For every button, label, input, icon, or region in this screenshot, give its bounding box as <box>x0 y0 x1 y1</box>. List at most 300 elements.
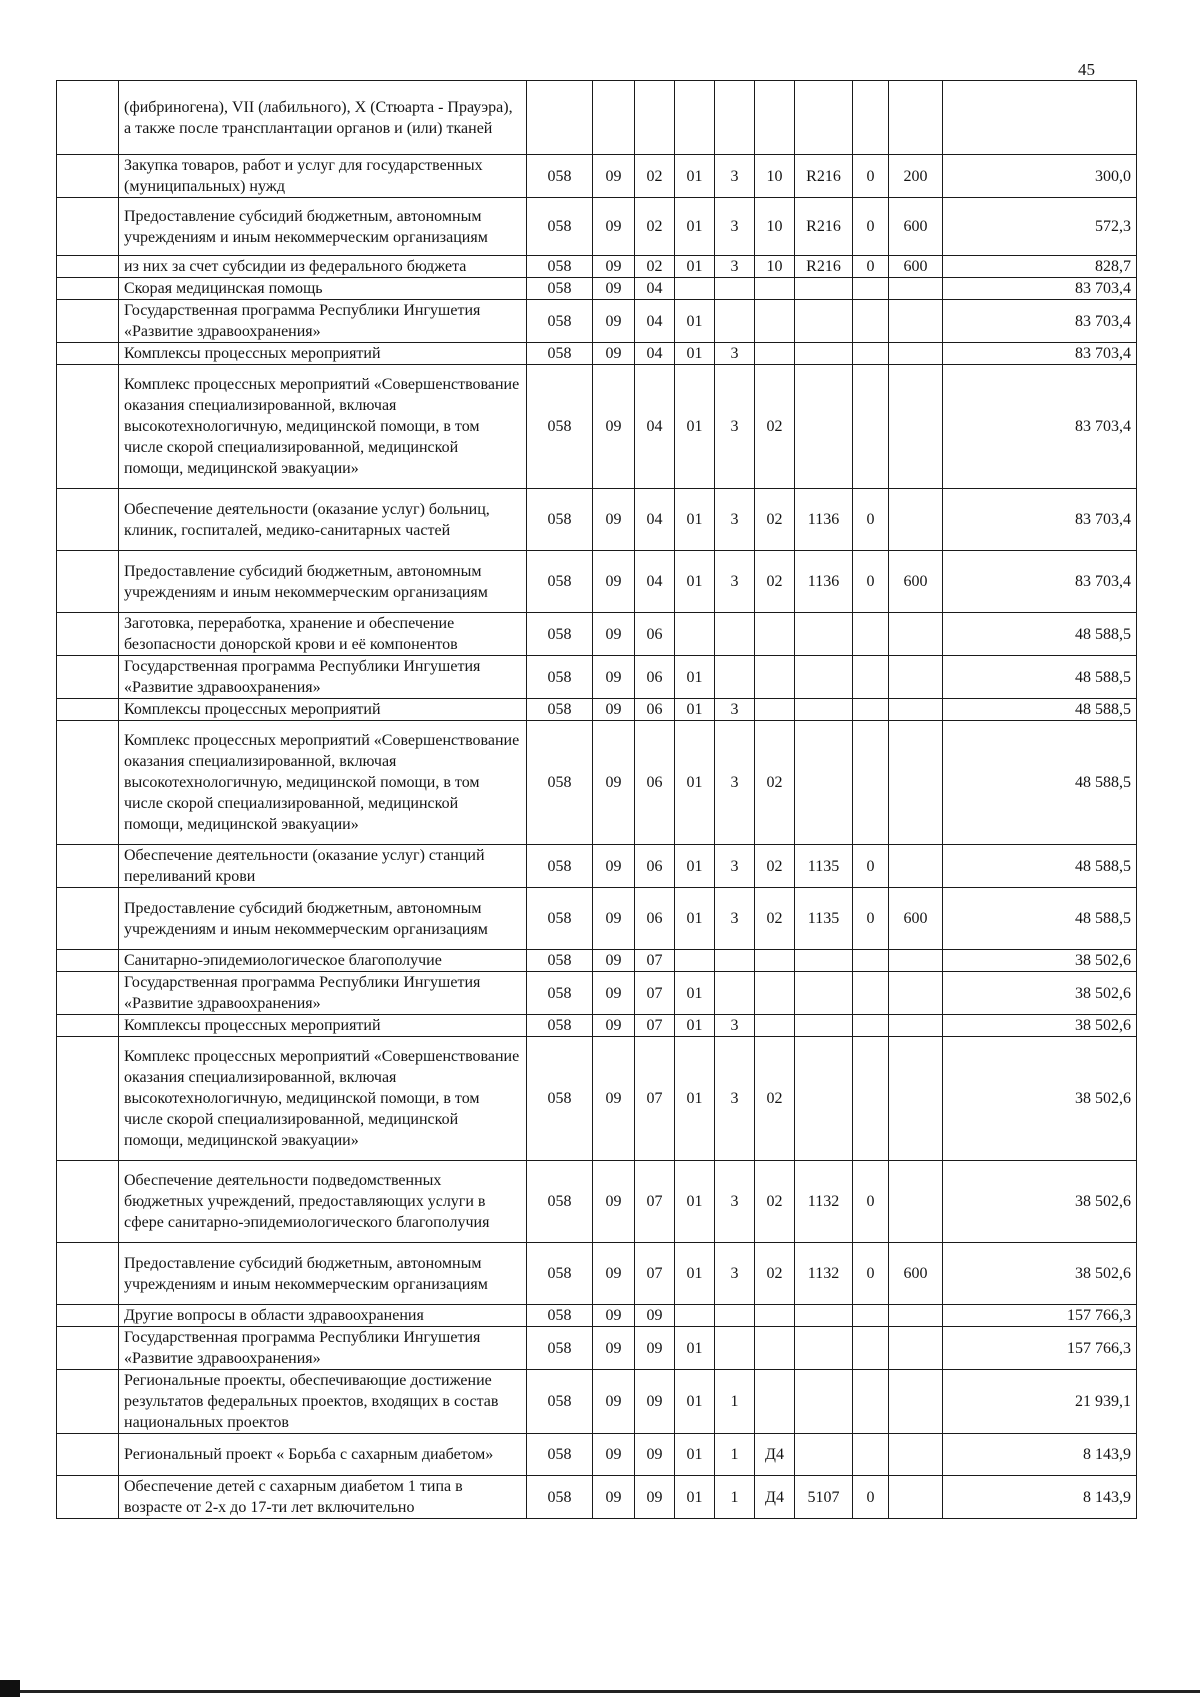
cell-section-code: 09 <box>593 343 635 365</box>
cell-name: Государственная программа Республики Ингушетия «Развитие здравоохранения» <box>119 656 527 699</box>
table-row <box>57 278 1137 300</box>
cell-program-code: 01 <box>675 365 715 489</box>
cell-direction-code <box>795 365 853 489</box>
cell-section-code: 09 <box>593 721 635 845</box>
cell-program-code: 01 <box>675 256 715 278</box>
cell-amount: 83 703,4 <box>943 551 1137 613</box>
cell-subsection-code: 09 <box>635 1305 675 1327</box>
cell-activity-code <box>755 950 795 972</box>
cell-activity-code <box>755 300 795 343</box>
cell-expense-type-code <box>889 699 943 721</box>
cell-subprogram-code: 3 <box>715 1037 755 1161</box>
cell-subprogram-code: 3 <box>715 721 755 845</box>
cell-index <box>57 656 119 699</box>
cell-grbs-code: 058 <box>527 1327 593 1370</box>
cell-amount: 83 703,4 <box>943 343 1137 365</box>
cell-activity-code: 02 <box>755 721 795 845</box>
cell-direction-code <box>795 699 853 721</box>
cell-activity-code <box>755 972 795 1015</box>
cell-subprogram-code: 3 <box>715 845 755 888</box>
cell-name: Обеспечение деятельности подведомственных бюджетных учреждений, предоставляющих услуги в сфере санитарно-эпидемиологического благополучия <box>119 1161 527 1243</box>
scan-edge-line <box>0 1690 1200 1693</box>
cell-activity-code: 10 <box>755 155 795 198</box>
cell-section-code: 09 <box>593 198 635 256</box>
cell-section-code: 09 <box>593 613 635 656</box>
cell-expense-type-code <box>889 300 943 343</box>
table-row <box>57 950 1137 972</box>
table-row <box>57 1370 1137 1434</box>
cell-activity-code: 02 <box>755 1037 795 1161</box>
cell-expense-type-code <box>889 845 943 888</box>
cell-activity-code: Д4 <box>755 1476 795 1519</box>
cell-subsection-code: 07 <box>635 972 675 1015</box>
cell-index <box>57 888 119 950</box>
cell-extra-code <box>853 343 889 365</box>
table-row <box>57 1161 1137 1243</box>
cell-index <box>57 845 119 888</box>
cell-expense-type-code <box>889 81 943 155</box>
cell-index <box>57 721 119 845</box>
cell-subprogram-code: 3 <box>715 551 755 613</box>
cell-amount: 38 502,6 <box>943 1015 1137 1037</box>
cell-extra-code <box>853 656 889 699</box>
cell-extra-code: 0 <box>853 489 889 551</box>
cell-subsection-code: 04 <box>635 489 675 551</box>
cell-program-code: 01 <box>675 1370 715 1434</box>
cell-section-code: 09 <box>593 365 635 489</box>
cell-direction-code <box>795 972 853 1015</box>
table-row <box>57 1434 1137 1476</box>
cell-expense-type-code <box>889 1476 943 1519</box>
cell-section-code: 09 <box>593 656 635 699</box>
cell-amount: 157 766,3 <box>943 1305 1137 1327</box>
cell-section-code: 09 <box>593 950 635 972</box>
cell-expense-type-code <box>889 613 943 656</box>
cell-subprogram-code: 3 <box>715 198 755 256</box>
cell-program-code: 01 <box>675 656 715 699</box>
cell-index <box>57 1161 119 1243</box>
cell-amount: 83 703,4 <box>943 278 1137 300</box>
table-row <box>57 699 1137 721</box>
cell-direction-code <box>795 300 853 343</box>
cell-grbs-code: 058 <box>527 300 593 343</box>
cell-subprogram-code <box>715 972 755 1015</box>
cell-index <box>57 489 119 551</box>
table-row <box>57 1015 1137 1037</box>
cell-subsection-code: 07 <box>635 1161 675 1243</box>
cell-expense-type-code <box>889 365 943 489</box>
cell-name: Обеспечение детей с сахарным диабетом 1 типа в возрасте от 2-х до 17-ти лет включительно <box>119 1476 527 1519</box>
cell-name: Комплексы процессных мероприятий <box>119 343 527 365</box>
cell-extra-code <box>853 972 889 1015</box>
cell-subsection-code: 07 <box>635 1243 675 1305</box>
cell-program-code: 01 <box>675 1476 715 1519</box>
cell-index <box>57 365 119 489</box>
cell-subsection-code: 06 <box>635 888 675 950</box>
cell-expense-type-code <box>889 950 943 972</box>
cell-subsection-code <box>635 81 675 155</box>
cell-subsection-code: 06 <box>635 656 675 699</box>
table-row <box>57 300 1137 343</box>
cell-name: Скорая медицинская помощь <box>119 278 527 300</box>
cell-program-code: 01 <box>675 699 715 721</box>
table-body <box>57 81 1137 1519</box>
cell-name: Предоставление субсидий бюджетным, автономным учреждениям и иным некоммерческим организациям <box>119 198 527 256</box>
cell-direction-code <box>795 1305 853 1327</box>
cell-expense-type-code <box>889 972 943 1015</box>
cell-direction-code: 1132 <box>795 1243 853 1305</box>
cell-section-code: 09 <box>593 1476 635 1519</box>
cell-expense-type-code: 200 <box>889 155 943 198</box>
cell-grbs-code: 058 <box>527 1434 593 1476</box>
cell-activity-code <box>755 81 795 155</box>
cell-subsection-code: 06 <box>635 721 675 845</box>
cell-subprogram-code <box>715 950 755 972</box>
cell-extra-code <box>853 278 889 300</box>
cell-activity-code <box>755 656 795 699</box>
cell-expense-type-code: 600 <box>889 1243 943 1305</box>
cell-subsection-code: 04 <box>635 343 675 365</box>
cell-activity-code <box>755 1370 795 1434</box>
cell-direction-code <box>795 1037 853 1161</box>
cell-expense-type-code: 600 <box>889 888 943 950</box>
cell-direction-code: R216 <box>795 256 853 278</box>
cell-subsection-code: 02 <box>635 198 675 256</box>
cell-grbs-code: 058 <box>527 551 593 613</box>
cell-program-code <box>675 950 715 972</box>
cell-subprogram-code: 3 <box>715 1243 755 1305</box>
cell-expense-type-code <box>889 656 943 699</box>
cell-expense-type-code <box>889 1161 943 1243</box>
cell-index <box>57 1305 119 1327</box>
cell-section-code: 09 <box>593 300 635 343</box>
cell-section-code: 09 <box>593 256 635 278</box>
cell-subprogram-code <box>715 1305 755 1327</box>
cell-amount: 157 766,3 <box>943 1327 1137 1370</box>
table-row <box>57 1037 1137 1161</box>
table-row <box>57 721 1137 845</box>
cell-activity-code: Д4 <box>755 1434 795 1476</box>
cell-index <box>57 81 119 155</box>
cell-expense-type-code <box>889 278 943 300</box>
cell-section-code: 09 <box>593 1015 635 1037</box>
cell-extra-code <box>853 300 889 343</box>
cell-activity-code <box>755 1305 795 1327</box>
cell-subsection-code: 02 <box>635 155 675 198</box>
cell-grbs-code: 058 <box>527 1370 593 1434</box>
cell-name: из них за счет субсидии из федерального бюджета <box>119 256 527 278</box>
cell-section-code: 09 <box>593 489 635 551</box>
cell-activity-code: 02 <box>755 1161 795 1243</box>
cell-subprogram-code: 3 <box>715 343 755 365</box>
cell-expense-type-code: 600 <box>889 551 943 613</box>
cell-amount: 83 703,4 <box>943 300 1137 343</box>
cell-index <box>57 972 119 1015</box>
budget-table <box>56 80 1137 1519</box>
cell-index <box>57 155 119 198</box>
cell-amount: 48 588,5 <box>943 888 1137 950</box>
cell-extra-code <box>853 950 889 972</box>
cell-subsection-code: 09 <box>635 1476 675 1519</box>
cell-direction-code <box>795 278 853 300</box>
cell-program-code: 01 <box>675 198 715 256</box>
cell-program-code: 01 <box>675 1327 715 1370</box>
cell-index <box>57 278 119 300</box>
cell-subsection-code: 09 <box>635 1434 675 1476</box>
cell-subprogram-code <box>715 656 755 699</box>
cell-name: Государственная программа Республики Ингушетия «Развитие здравоохранения» <box>119 1327 527 1370</box>
cell-name: Предоставление субсидий бюджетным, автономным учреждениям и иным некоммерческим организациям <box>119 551 527 613</box>
cell-section-code <box>593 81 635 155</box>
cell-program-code: 01 <box>675 1037 715 1161</box>
cell-program-code <box>675 81 715 155</box>
cell-amount: 48 588,5 <box>943 699 1137 721</box>
cell-grbs-code: 058 <box>527 256 593 278</box>
cell-section-code: 09 <box>593 1370 635 1434</box>
cell-subsection-code: 07 <box>635 950 675 972</box>
cell-program-code: 01 <box>675 300 715 343</box>
cell-direction-code <box>795 1370 853 1434</box>
cell-name: Государственная программа Республики Ингушетия «Развитие здравоохранения» <box>119 300 527 343</box>
table-row <box>57 1327 1137 1370</box>
cell-subsection-code: 04 <box>635 365 675 489</box>
cell-section-code: 09 <box>593 888 635 950</box>
cell-subsection-code: 07 <box>635 1015 675 1037</box>
cell-grbs-code: 058 <box>527 1243 593 1305</box>
table-row <box>57 155 1137 198</box>
table-row <box>57 972 1137 1015</box>
cell-index <box>57 198 119 256</box>
cell-program-code: 01 <box>675 489 715 551</box>
cell-index <box>57 343 119 365</box>
cell-grbs-code: 058 <box>527 1161 593 1243</box>
cell-index <box>57 1370 119 1434</box>
cell-extra-code <box>853 721 889 845</box>
cell-amount: 48 588,5 <box>943 656 1137 699</box>
cell-activity-code: 02 <box>755 365 795 489</box>
cell-amount: 83 703,4 <box>943 365 1137 489</box>
table-row <box>57 845 1137 888</box>
cell-activity-code: 02 <box>755 551 795 613</box>
cell-name: Комплекс процессных мероприятий «Совершенствование оказания специализированной, включая высокотехнологичную, медицинской помощи, в том числе скорой специализированной, медицинской помощи, медицинской эвакуации» <box>119 721 527 845</box>
cell-amount: 38 502,6 <box>943 1243 1137 1305</box>
cell-amount: 48 588,5 <box>943 845 1137 888</box>
cell-subsection-code: 07 <box>635 1037 675 1161</box>
cell-section-code: 09 <box>593 1327 635 1370</box>
cell-section-code: 09 <box>593 972 635 1015</box>
cell-grbs-code: 058 <box>527 888 593 950</box>
cell-direction-code: 1135 <box>795 845 853 888</box>
cell-program-code: 01 <box>675 551 715 613</box>
cell-subsection-code: 09 <box>635 1327 675 1370</box>
cell-extra-code <box>853 1434 889 1476</box>
cell-expense-type-code <box>889 1305 943 1327</box>
cell-expense-type-code <box>889 1327 943 1370</box>
cell-extra-code <box>853 1370 889 1434</box>
cell-section-code: 09 <box>593 155 635 198</box>
cell-subprogram-code: 3 <box>715 365 755 489</box>
cell-grbs-code: 058 <box>527 489 593 551</box>
cell-activity-code <box>755 1015 795 1037</box>
table-row <box>57 888 1137 950</box>
cell-grbs-code: 058 <box>527 656 593 699</box>
cell-activity-code <box>755 699 795 721</box>
cell-amount: 38 502,6 <box>943 950 1137 972</box>
cell-subsection-code: 02 <box>635 256 675 278</box>
table-row <box>57 551 1137 613</box>
cell-grbs-code: 058 <box>527 1015 593 1037</box>
cell-amount: 8 143,9 <box>943 1476 1137 1519</box>
page-number: 45 <box>1078 60 1095 79</box>
table-row <box>57 1243 1137 1305</box>
cell-grbs-code: 058 <box>527 1305 593 1327</box>
cell-name: Предоставление субсидий бюджетным, автономным учреждениям и иным некоммерческим организациям <box>119 888 527 950</box>
cell-subsection-code: 06 <box>635 699 675 721</box>
cell-program-code: 01 <box>675 1161 715 1243</box>
cell-section-code: 09 <box>593 1305 635 1327</box>
cell-section-code: 09 <box>593 1434 635 1476</box>
cell-index <box>57 699 119 721</box>
cell-subprogram-code: 1 <box>715 1370 755 1434</box>
cell-extra-code: 0 <box>853 1243 889 1305</box>
cell-direction-code <box>795 613 853 656</box>
cell-extra-code: 0 <box>853 1476 889 1519</box>
cell-subprogram-code <box>715 613 755 656</box>
cell-grbs-code: 058 <box>527 343 593 365</box>
cell-amount: 21 939,1 <box>943 1370 1137 1434</box>
cell-direction-code <box>795 950 853 972</box>
cell-direction-code: 1136 <box>795 551 853 613</box>
cell-subsection-code: 06 <box>635 613 675 656</box>
cell-name: Другие вопросы в области здравоохранения <box>119 1305 527 1327</box>
cell-activity-code: 02 <box>755 888 795 950</box>
cell-name: Предоставление субсидий бюджетным, автономным учреждениям и иным некоммерческим организациям <box>119 1243 527 1305</box>
cell-direction-code <box>795 1327 853 1370</box>
cell-extra-code: 0 <box>853 155 889 198</box>
table-row <box>57 256 1137 278</box>
table-row <box>57 81 1137 155</box>
cell-amount: 48 588,5 <box>943 721 1137 845</box>
cell-grbs-code: 058 <box>527 845 593 888</box>
cell-direction-code: 1132 <box>795 1161 853 1243</box>
scan-edge-mark <box>0 1680 20 1697</box>
cell-subsection-code: 04 <box>635 300 675 343</box>
cell-subprogram-code <box>715 1327 755 1370</box>
cell-name: Комплекс процессных мероприятий «Совершенствование оказания специализированной, включая высокотехнологичную, медицинской помощи, в том числе скорой специализированной, медицинской помощи, медицинской эвакуации» <box>119 365 527 489</box>
cell-program-code <box>675 278 715 300</box>
cell-section-code: 09 <box>593 1037 635 1161</box>
cell-index <box>57 1476 119 1519</box>
cell-grbs-code: 058 <box>527 365 593 489</box>
cell-name: Государственная программа Республики Ингушетия «Развитие здравоохранения» <box>119 972 527 1015</box>
cell-program-code: 01 <box>675 845 715 888</box>
cell-direction-code: R216 <box>795 155 853 198</box>
cell-program-code <box>675 1305 715 1327</box>
cell-program-code: 01 <box>675 888 715 950</box>
cell-name: (фибриногена), VII (лабильного), X (Стюарта - Прауэра), а также после трансплантации органов и (или) тканей <box>119 81 527 155</box>
cell-grbs-code: 058 <box>527 1037 593 1161</box>
cell-index <box>57 300 119 343</box>
cell-direction-code <box>795 343 853 365</box>
cell-subsection-code: 04 <box>635 551 675 613</box>
cell-direction-code: 1135 <box>795 888 853 950</box>
cell-section-code: 09 <box>593 1161 635 1243</box>
cell-extra-code <box>853 1305 889 1327</box>
cell-activity-code: 02 <box>755 845 795 888</box>
cell-subsection-code: 06 <box>635 845 675 888</box>
cell-amount: 8 143,9 <box>943 1434 1137 1476</box>
cell-name: Обеспечение деятельности (оказание услуг) больниц, клиник, госпиталей, медико-санитарных частей <box>119 489 527 551</box>
cell-name: Комплексы процессных мероприятий <box>119 1015 527 1037</box>
cell-direction-code <box>795 81 853 155</box>
cell-subprogram-code: 1 <box>715 1434 755 1476</box>
cell-index <box>57 1434 119 1476</box>
cell-grbs-code: 058 <box>527 972 593 1015</box>
cell-expense-type-code: 600 <box>889 256 943 278</box>
cell-section-code: 09 <box>593 845 635 888</box>
cell-direction-code: R216 <box>795 198 853 256</box>
cell-amount: 48 588,5 <box>943 613 1137 656</box>
cell-activity-code <box>755 343 795 365</box>
cell-program-code <box>675 613 715 656</box>
cell-extra-code: 0 <box>853 845 889 888</box>
cell-grbs-code: 058 <box>527 613 593 656</box>
cell-program-code: 01 <box>675 972 715 1015</box>
cell-extra-code <box>853 1015 889 1037</box>
cell-program-code: 01 <box>675 1015 715 1037</box>
cell-expense-type-code <box>889 1015 943 1037</box>
cell-name: Комплекс процессных мероприятий «Совершенствование оказания специализированной, включая высокотехнологичную, медицинской помощи, в том числе скорой специализированной, медицинской помощи, медицинской эвакуации» <box>119 1037 527 1161</box>
cell-program-code: 01 <box>675 343 715 365</box>
table-row <box>57 365 1137 489</box>
cell-activity-code: 02 <box>755 489 795 551</box>
cell-activity-code: 10 <box>755 198 795 256</box>
cell-index <box>57 551 119 613</box>
cell-amount: 38 502,6 <box>943 972 1137 1015</box>
cell-amount: 572,3 <box>943 198 1137 256</box>
cell-subprogram-code: 3 <box>715 489 755 551</box>
cell-name: Санитарно-эпидемиологическое благополучие <box>119 950 527 972</box>
cell-index <box>57 1015 119 1037</box>
cell-grbs-code: 058 <box>527 278 593 300</box>
cell-extra-code <box>853 365 889 489</box>
cell-subsection-code: 09 <box>635 1370 675 1434</box>
cell-name: Региональный проект « Борьба с сахарным диабетом» <box>119 1434 527 1476</box>
cell-amount: 38 502,6 <box>943 1161 1137 1243</box>
cell-subprogram-code: 1 <box>715 1476 755 1519</box>
cell-program-code: 01 <box>675 721 715 845</box>
cell-subprogram-code: 3 <box>715 699 755 721</box>
cell-section-code: 09 <box>593 699 635 721</box>
table-row <box>57 343 1137 365</box>
cell-direction-code <box>795 721 853 845</box>
cell-amount: 38 502,6 <box>943 1037 1137 1161</box>
cell-program-code: 01 <box>675 155 715 198</box>
cell-extra-code <box>853 1037 889 1161</box>
cell-grbs-code: 058 <box>527 1476 593 1519</box>
cell-extra-code <box>853 81 889 155</box>
table-row <box>57 656 1137 699</box>
cell-extra-code: 0 <box>853 551 889 613</box>
cell-direction-code: 1136 <box>795 489 853 551</box>
cell-name: Закупка товаров, работ и услуг для государственных (муниципальных) нужд <box>119 155 527 198</box>
table-row <box>57 198 1137 256</box>
cell-expense-type-code <box>889 1370 943 1434</box>
cell-direction-code <box>795 1015 853 1037</box>
cell-extra-code: 0 <box>853 1161 889 1243</box>
cell-expense-type-code <box>889 489 943 551</box>
table-row <box>57 613 1137 656</box>
